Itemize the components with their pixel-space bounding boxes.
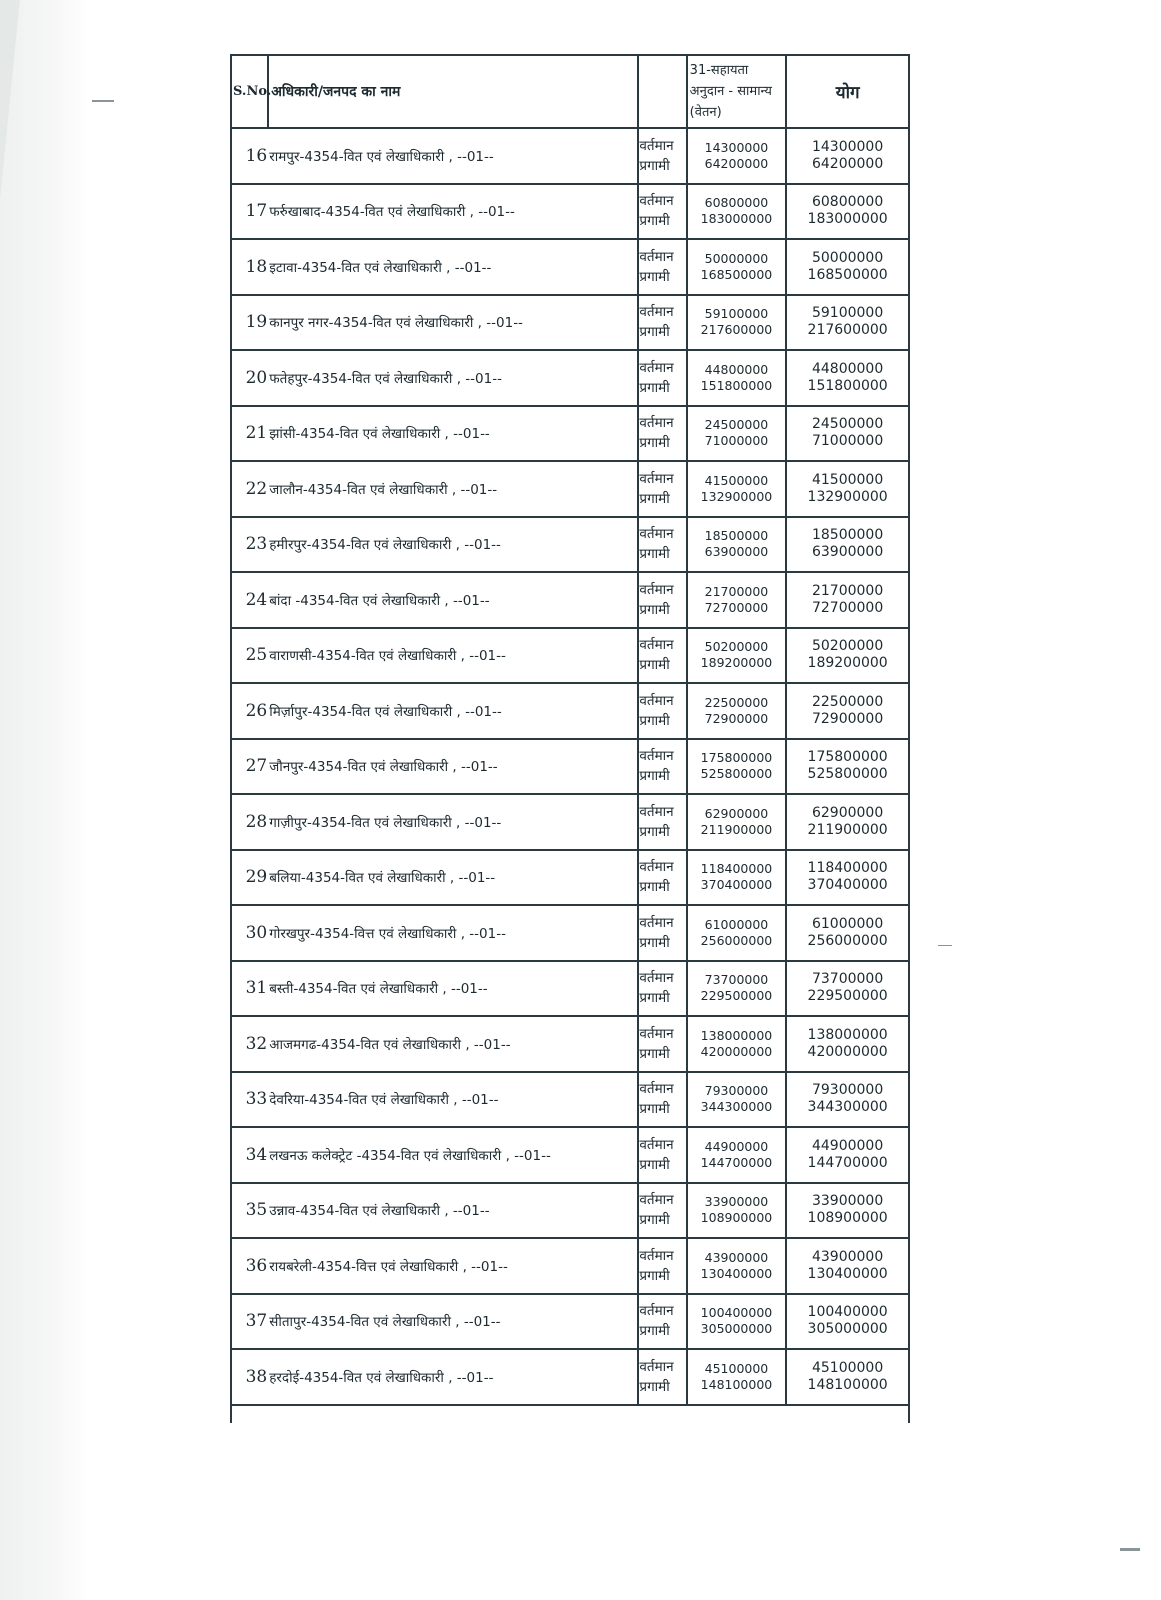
row-total	[786, 905, 909, 961]
total-future: 305000000	[807, 1321, 888, 1338]
amount-future: 72700000	[704, 599, 769, 615]
row-amount	[687, 1349, 787, 1405]
row-amount	[687, 572, 787, 628]
total-future: 256000000	[807, 932, 888, 949]
table-row	[231, 1294, 909, 1350]
row-total	[786, 184, 909, 240]
label-future: प्रगामी	[639, 213, 670, 230]
row-amount	[687, 461, 787, 517]
amount-current: 100400000	[700, 1305, 773, 1321]
row-type	[638, 295, 686, 351]
amount-future: 183000000	[700, 211, 773, 227]
row-sn: 24	[231, 572, 268, 628]
row-total	[786, 406, 909, 462]
row-total	[786, 739, 909, 795]
table-row	[231, 517, 909, 573]
scan-speck	[1120, 1548, 1140, 1551]
amount-current: 73700000	[704, 972, 769, 988]
table-row	[231, 850, 909, 906]
row-name: झांसी-4354-वित एवं लेखाधिकारी , --01--	[268, 406, 638, 462]
table-row	[231, 961, 909, 1017]
total-current: 50200000	[811, 638, 884, 655]
amount-current: 24500000	[704, 417, 769, 433]
row-total	[786, 572, 909, 628]
table-row	[231, 1238, 909, 1294]
total-current: 79300000	[811, 1082, 884, 1099]
label-future: प्रगामी	[639, 990, 670, 1007]
total-future: 229500000	[807, 988, 888, 1005]
amount-current: 33900000	[704, 1194, 769, 1210]
scan-speck	[938, 945, 952, 946]
row-amount	[687, 1294, 787, 1350]
total-future: 148100000	[807, 1376, 888, 1393]
row-total	[786, 239, 909, 295]
total-current: 175800000	[807, 749, 888, 766]
table-row	[231, 1016, 909, 1072]
row-name: रामपुर-4354-वित एवं लेखाधिकारी , --01--	[268, 128, 638, 184]
row-total	[786, 461, 909, 517]
total-current: 41500000	[811, 471, 884, 488]
total-current: 22500000	[811, 693, 884, 710]
row-sn: 37	[231, 1294, 268, 1350]
total-current: 21700000	[811, 582, 884, 599]
amount-future: 132900000	[700, 488, 773, 504]
label-current: वर्तमान	[639, 248, 674, 265]
amount-future: 189200000	[700, 655, 773, 671]
row-name: हरदोई-4354-वित एवं लेखाधिकारी , --01--	[268, 1349, 638, 1405]
amount-future: 72900000	[704, 710, 769, 726]
label-current: वर्तमान	[639, 748, 674, 765]
row-sn: 31	[231, 961, 268, 1017]
total-future: 132900000	[807, 488, 888, 505]
row-sn: 34	[231, 1127, 268, 1183]
total-current: 45100000	[811, 1359, 884, 1376]
row-total	[786, 1294, 909, 1350]
label-future: प्रगामी	[639, 1323, 670, 1340]
row-amount	[687, 1072, 787, 1128]
row-sn: 22	[231, 461, 268, 517]
label-current: वर्तमान	[639, 526, 674, 543]
amount-future: 144700000	[700, 1154, 773, 1170]
row-amount	[687, 1016, 787, 1072]
amount-future: 130400000	[700, 1265, 773, 1281]
amount-current: 44800000	[704, 361, 769, 377]
row-amount	[687, 683, 787, 739]
amount-future: 344300000	[700, 1099, 773, 1115]
total-current: 24500000	[811, 416, 884, 433]
tail-cell	[786, 1405, 909, 1423]
row-type	[638, 794, 686, 850]
amount-future: 64200000	[704, 155, 769, 171]
label-future: प्रगामी	[639, 1212, 670, 1229]
row-amount	[687, 905, 787, 961]
label-current: वर्तमान	[639, 914, 674, 931]
label-future: प्रगामी	[639, 1378, 670, 1395]
table-row	[231, 128, 909, 184]
tail-cell	[638, 1405, 686, 1423]
header-total: योग	[786, 55, 909, 128]
row-type	[638, 850, 686, 906]
row-total	[786, 350, 909, 406]
header-sn: S.No.	[231, 55, 268, 128]
amount-current: 59100000	[704, 306, 769, 322]
amount-future: 168500000	[700, 266, 773, 282]
label-future: प्रगामी	[639, 268, 670, 285]
row-sn: 28	[231, 794, 268, 850]
row-type	[638, 961, 686, 1017]
label-future: प्रगामी	[639, 1101, 670, 1118]
amount-future: 217600000	[700, 322, 773, 338]
amount-future: 71000000	[704, 433, 769, 449]
row-type	[638, 1127, 686, 1183]
scan-shadow	[0, 0, 90, 1600]
table-row	[231, 572, 909, 628]
row-name: जालौन-4354-वित एवं लेखाधिकारी , --01--	[268, 461, 638, 517]
label-future: प्रगामी	[639, 823, 670, 840]
label-current: वर्तमान	[639, 415, 674, 432]
total-current: 44800000	[811, 360, 884, 377]
label-future: प्रगामी	[639, 490, 670, 507]
table-row	[231, 184, 909, 240]
total-current: 73700000	[811, 971, 884, 988]
total-current: 138000000	[807, 1026, 888, 1043]
tail-cell	[268, 1405, 638, 1423]
total-future: 144700000	[807, 1154, 888, 1171]
row-amount	[687, 628, 787, 684]
total-current: 50000000	[811, 249, 884, 266]
row-total	[786, 517, 909, 573]
row-amount	[687, 961, 787, 1017]
row-total	[786, 628, 909, 684]
row-amount	[687, 850, 787, 906]
row-total	[786, 850, 909, 906]
table-row	[231, 295, 909, 351]
label-future: प्रगामी	[639, 157, 670, 174]
row-type	[638, 1294, 686, 1350]
tail-cell	[231, 1405, 268, 1423]
label-current: वर्तमान	[639, 1247, 674, 1264]
row-sn: 33	[231, 1072, 268, 1128]
total-future: 108900000	[807, 1210, 888, 1227]
row-name: कानपुर नगर-4354-वित एवं लेखाधिकारी , --01--	[268, 295, 638, 351]
row-total	[786, 1072, 909, 1128]
row-type	[638, 683, 686, 739]
table-row	[231, 739, 909, 795]
row-sn: 27	[231, 739, 268, 795]
row-type	[638, 128, 686, 184]
budget-table	[230, 54, 910, 1423]
amount-future: 229500000	[700, 988, 773, 1004]
row-sn: 36	[231, 1238, 268, 1294]
row-amount	[687, 128, 787, 184]
amount-current: 18500000	[704, 528, 769, 544]
amount-future: 148100000	[700, 1376, 773, 1392]
row-name: गाज़ीपुर-4354-वित एवं लेखाधिकारी , --01--	[268, 794, 638, 850]
label-current: वर्तमान	[639, 137, 674, 154]
row-amount	[687, 1127, 787, 1183]
table-header-row	[231, 55, 909, 128]
amount-current: 41500000	[704, 472, 769, 488]
total-future: 183000000	[807, 211, 888, 228]
total-future: 72700000	[811, 599, 884, 616]
total-future: 217600000	[807, 322, 888, 339]
row-name: बस्ती-4354-वित एवं लेखाधिकारी , --01--	[268, 961, 638, 1017]
tail-cell	[687, 1405, 787, 1423]
row-sn: 16	[231, 128, 268, 184]
row-type	[638, 1016, 686, 1072]
total-current: 62900000	[811, 804, 884, 821]
row-type	[638, 461, 686, 517]
row-sn: 35	[231, 1183, 268, 1239]
amount-current: 44900000	[704, 1138, 769, 1154]
table-row	[231, 239, 909, 295]
label-current: वर्तमान	[639, 470, 674, 487]
table-tail-row	[231, 1405, 909, 1423]
amount-future: 420000000	[700, 1043, 773, 1059]
row-amount	[687, 184, 787, 240]
row-total	[786, 295, 909, 351]
amount-current: 175800000	[700, 750, 773, 766]
amount-future: 370400000	[700, 877, 773, 893]
row-sn: 29	[231, 850, 268, 906]
total-future: 130400000	[807, 1265, 888, 1282]
row-amount	[687, 794, 787, 850]
total-future: 211900000	[807, 821, 888, 838]
total-current: 44900000	[811, 1137, 884, 1154]
label-current: वर्तमान	[639, 637, 674, 654]
row-sn: 30	[231, 905, 268, 961]
row-amount	[687, 739, 787, 795]
amount-current: 62900000	[704, 805, 769, 821]
table-row	[231, 1127, 909, 1183]
row-sn: 38	[231, 1349, 268, 1405]
row-type	[638, 739, 686, 795]
row-sn: 17	[231, 184, 268, 240]
total-current: 59100000	[811, 305, 884, 322]
amount-future: 108900000	[700, 1210, 773, 1226]
scan-fold	[0, 0, 20, 200]
label-current: वर्तमान	[639, 581, 674, 598]
label-future: प्रगामी	[639, 546, 670, 563]
row-name: उन्नाव-4354-वित एवं लेखाधिकारी , --01--	[268, 1183, 638, 1239]
amount-current: 118400000	[700, 861, 773, 877]
label-current: वर्तमान	[639, 193, 674, 210]
row-amount	[687, 1183, 787, 1239]
header-amount: 31-सहायता अनुदान - सामान्य (वेतन)	[687, 55, 787, 128]
row-type	[638, 406, 686, 462]
row-name: आजमगढ-4354-वित एवं लेखाधिकारी , --01--	[268, 1016, 638, 1072]
row-total	[786, 1127, 909, 1183]
table-row	[231, 1183, 909, 1239]
row-total	[786, 1349, 909, 1405]
amount-current: 14300000	[704, 139, 769, 155]
amount-current: 138000000	[700, 1027, 773, 1043]
label-current: वर्तमान	[639, 1358, 674, 1375]
label-current: वर्तमान	[639, 970, 674, 987]
label-current: वर्तमान	[639, 359, 674, 376]
label-current: वर्तमान	[639, 1136, 674, 1153]
row-name: फतेहपुर-4354-वित एवं लेखाधिकारी , --01--	[268, 350, 638, 406]
row-sn: 18	[231, 239, 268, 295]
row-total	[786, 961, 909, 1017]
amount-current: 43900000	[704, 1249, 769, 1265]
row-sn: 21	[231, 406, 268, 462]
row-type	[638, 184, 686, 240]
header-type	[638, 55, 686, 128]
table-row	[231, 1349, 909, 1405]
amount-current: 45100000	[704, 1360, 769, 1376]
label-current: वर्तमान	[639, 1192, 674, 1209]
row-name: मिर्ज़ापुर-4354-वित एवं लेखाधिकारी , --01--	[268, 683, 638, 739]
total-future: 420000000	[807, 1043, 888, 1060]
label-future: प्रगामी	[639, 324, 670, 341]
total-current: 33900000	[811, 1193, 884, 1210]
amount-current: 60800000	[704, 195, 769, 211]
row-name: बांदा -4354-वित एवं लेखाधिकारी , --01--	[268, 572, 638, 628]
total-future: 525800000	[807, 766, 888, 783]
label-future: प्रगामी	[639, 712, 670, 729]
row-name: वाराणसी-4354-वित एवं लेखाधिकारी , --01--	[268, 628, 638, 684]
row-total	[786, 128, 909, 184]
label-future: प्रगामी	[639, 1267, 670, 1284]
table-row	[231, 350, 909, 406]
table-row	[231, 794, 909, 850]
table-row	[231, 461, 909, 517]
row-name: रायबरेली-4354-वित्त एवं लेखाधिकारी , --01--	[268, 1238, 638, 1294]
row-sn: 25	[231, 628, 268, 684]
row-amount	[687, 295, 787, 351]
amount-future: 151800000	[700, 377, 773, 393]
label-current: वर्तमान	[639, 859, 674, 876]
row-total	[786, 794, 909, 850]
table-row	[231, 1072, 909, 1128]
total-current: 118400000	[807, 860, 888, 877]
label-current: वर्तमान	[639, 1303, 674, 1320]
row-total	[786, 1183, 909, 1239]
row-name: फर्रुखाबाद-4354-वित एवं लेखाधिकारी , --01--	[268, 184, 638, 240]
scan-speck	[92, 100, 114, 102]
row-name: सीतापुर-4354-वित एवं लेखाधिकारी , --01--	[268, 1294, 638, 1350]
table-body	[231, 128, 909, 1405]
row-amount	[687, 239, 787, 295]
amount-future: 256000000	[700, 932, 773, 948]
amount-current: 21700000	[704, 583, 769, 599]
row-type	[638, 239, 686, 295]
row-name: जौनपुर-4354-वित एवं लेखाधिकारी , --01--	[268, 739, 638, 795]
row-sn: 23	[231, 517, 268, 573]
row-total	[786, 683, 909, 739]
label-current: वर्तमान	[639, 692, 674, 709]
row-type	[638, 517, 686, 573]
row-amount	[687, 1238, 787, 1294]
amount-future: 211900000	[700, 821, 773, 837]
total-current: 60800000	[811, 194, 884, 211]
row-name: गोरखपुर-4354-वित्त एवं लेखाधिकारी , --01--	[268, 905, 638, 961]
table-row	[231, 628, 909, 684]
row-sn: 26	[231, 683, 268, 739]
label-future: प्रगामी	[639, 1045, 670, 1062]
amount-current: 50200000	[704, 639, 769, 655]
label-current: वर्तमान	[639, 803, 674, 820]
total-future: 71000000	[811, 433, 884, 450]
amount-current: 22500000	[704, 694, 769, 710]
total-current: 61000000	[811, 915, 884, 932]
row-type	[638, 350, 686, 406]
label-future: प्रगामी	[639, 379, 670, 396]
row-sn: 32	[231, 1016, 268, 1072]
row-name: लखनऊ कलेक्ट्रेट -4354-वित एवं लेखाधिकारी , --01--	[268, 1127, 638, 1183]
total-future: 370400000	[807, 877, 888, 894]
row-name: इटावा-4354-वित एवं लेखाधिकारी , --01--	[268, 239, 638, 295]
row-total	[786, 1016, 909, 1072]
amount-future: 525800000	[700, 766, 773, 782]
total-future: 64200000	[811, 155, 884, 172]
table-row	[231, 683, 909, 739]
header-name: अधिकारी/जनपद का नाम	[268, 55, 638, 128]
label-future: प्रगामी	[639, 657, 670, 674]
row-type	[638, 572, 686, 628]
table-row	[231, 905, 909, 961]
row-type	[638, 1349, 686, 1405]
total-future: 189200000	[807, 655, 888, 672]
total-current: 18500000	[811, 527, 884, 544]
row-name: देवरिया-4354-वित एवं लेखाधिकारी , --01--	[268, 1072, 638, 1128]
label-current: वर्तमान	[639, 1025, 674, 1042]
amount-current: 50000000	[704, 250, 769, 266]
label-future: प्रगामी	[639, 435, 670, 452]
row-sn: 19	[231, 295, 268, 351]
row-type	[638, 1072, 686, 1128]
row-name: हमीरपुर-4354-वित एवं लेखाधिकारी , --01--	[268, 517, 638, 573]
total-current: 14300000	[811, 138, 884, 155]
row-amount	[687, 350, 787, 406]
amount-future: 63900000	[704, 544, 769, 560]
row-type	[638, 905, 686, 961]
row-sn: 20	[231, 350, 268, 406]
total-current: 43900000	[811, 1248, 884, 1265]
table-row	[231, 406, 909, 462]
total-future: 151800000	[807, 377, 888, 394]
label-future: प्रगामी	[639, 768, 670, 785]
label-current: वर्तमान	[639, 1081, 674, 1098]
row-total	[786, 1238, 909, 1294]
total-future: 63900000	[811, 544, 884, 561]
row-amount	[687, 517, 787, 573]
total-future: 168500000	[807, 266, 888, 283]
row-type	[638, 1183, 686, 1239]
total-current: 100400000	[807, 1304, 888, 1321]
label-future: प्रगामी	[639, 934, 670, 951]
row-type	[638, 1238, 686, 1294]
label-future: प्रगामी	[639, 879, 670, 896]
amount-current: 79300000	[704, 1083, 769, 1099]
amount-current: 61000000	[704, 916, 769, 932]
label-current: वर्तमान	[639, 304, 674, 321]
row-amount	[687, 406, 787, 462]
row-name: बलिया-4354-वित एवं लेखाधिकारी , --01--	[268, 850, 638, 906]
label-future: प्रगामी	[639, 1156, 670, 1173]
label-future: प्रगामी	[639, 601, 670, 618]
amount-future: 305000000	[700, 1321, 773, 1337]
row-type	[638, 628, 686, 684]
total-future: 72900000	[811, 710, 884, 727]
total-future: 344300000	[807, 1099, 888, 1116]
